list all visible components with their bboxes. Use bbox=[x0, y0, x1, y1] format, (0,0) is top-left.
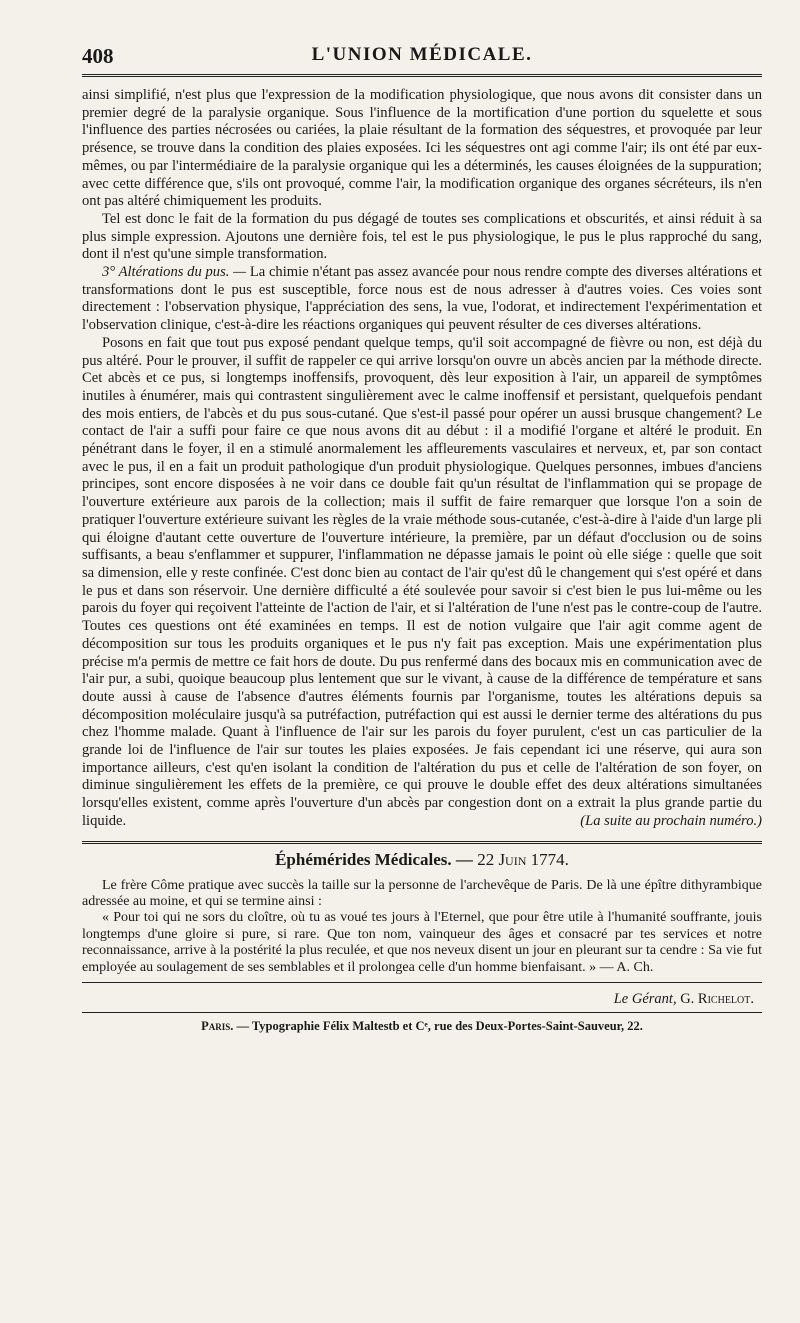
running-title: L'UNION MÉDICALE. bbox=[311, 44, 533, 65]
imprint-rule bbox=[82, 1012, 762, 1013]
page bbox=[82, 40, 762, 1034]
paragraph: Le frère Côme pratique avec succès la taille sur la personne de l'archevêque de Paris. De là une épître dithyrambique adressée au moine, et qui se termine ainsi : bbox=[82, 877, 762, 909]
page-header bbox=[82, 40, 762, 74]
ephemerides-date: 22 Juin 1774. bbox=[477, 849, 569, 869]
ephemerides-title bbox=[82, 850, 762, 870]
article-body bbox=[82, 87, 762, 831]
paragraph-text: Posons en fait que tout pus exposé pendant quelque temps, qu'il soit accompagné de fièvre ou non, est déjà du pus altéré. Pour le prouver, il suffit de rappeler ce qui arrive lorsqu'on ouvre un abcès ancien par la méthode directe. Cet abcès et ce pus, si longtemps inoffensifs, provoquent, dès leur exposition à l'air, un appareil de symptômes inutiles à énumérer, mais qui contrastent singulièrement avec le calme inoffensif et persistant, quelquefois pendant des mois entiers, de l'abcès et du pus sous-cutané. Que s'est-il passé pour opérer un aussi brusque changement? Le contact de l'air a suffi pour faire ce que nous avons dit au début : il a modifié l'organe et altéré le produit. En pénétrant dans le foyer, il en a stimulé anormalement les affleurements vasculaires et nerveux, et, par son contact avec le pus, il en a fait un produit pathologique d'un produit physiologique. Quelques personnes, imbues d'anciens principes, sont encore disposées à ne voir dans ce double fait qu'un résultat de l'inflammation qui se propage de l'ouverture extérieure aux parois de la collection; mais il suffit de faire remarquer que lorsque l'on a soin de pratiquer l'ouverture extérieure suivant les règles de la vraie méthode sous-cutanée, c'est-à-dire à l'aide d'un large pli qui éloigne d'autant cette ouverture de l'ouverture intérieure, la première, par un défaut d'occlusion ou de soins suffisants, a beau s'enflammer et suppurer, l'inflammation ne dépasse jamais le point où elle siége : quelle que soit sa dimension, elle y reste confinée. C'est donc bien au contact de l'air qu'est dû le changement qui s'est opéré et dans le pus et dans son réservoir. Une dernière difficulté a été soulevée pour savoir si c'est bien le pus lui-même ou les parois du foyer qui reçoivent l'atteinte de l'action de l'air, et si l'altération de l'une n'est pas le contre-coup de l'autre. Toutes ces questions ont été examinées en temps. Il est de notion vulgaire que l'air agit comme agent de décomposition sur tous les produits organiques et le pus n'y fait pas exception. Mais une expérimentation plus précise m'a permis de mettre ce fait hors de doute. Du pus renfermé dans des bocaux mis en communication avec de l'air pur, a subi, quoique beaucoup plus lentement que sur le vivant, à cause de la différence de température et sans doute aussi à cause de l'absence d'autres éléments fournis par l'organisme, toutes les altérations depuis sa décomposition moléculaire jusqu'à sa putréfaction, putréfaction qui est aussi le dernier terme des altérations du pus chez l'homme malade. Quant à l'influence de l'air sur les parois du foyer purulent, c'est un cas particulier de la grande loi de l'influence de l'air sur toutes les plaies exposées. Je fais cependant ici une réserve, qui aura son importance ailleurs, c'est qu'en isolant la condition de l'altération du pus et celle de l'altération de son foyer, on diminue singulièrement les effets de la première, ce qui prouve le double effet des deux altérations simultanées lorsqu'elles existent, comme après l'ouverture d'un abcès par congestion dont on a extrait la plus grande partie du liquide. bbox=[82, 334, 762, 829]
section-heading: 3° Altérations du pus. — bbox=[102, 264, 247, 281]
paragraph bbox=[82, 264, 762, 335]
imprint-city: Paris. bbox=[201, 1018, 234, 1033]
header-rule bbox=[82, 74, 762, 77]
imprint-text: — Typographie Félix Maltestb et Cᵉ, rue des Deux-Portes-Saint-Sauveur, 22. bbox=[236, 1018, 643, 1033]
ephemerides-body bbox=[82, 878, 762, 976]
paragraph-text: La chimie n'étant pas assez avancée pour nous rendre compte des diverses altérations et transformations dont le pus est susceptible, force nous est de nous adresser à d'autres voies. Ces voies sont directement : l'observation physique, l'appréciation des sens, la vue, l'odorat, et indirectement l'expérimentation et l'observation clinique, c'est-à-dire les réactions organiques qui peuvent résulter de ces diverses altérations. bbox=[82, 264, 762, 334]
imprint bbox=[82, 1019, 762, 1034]
paragraph: ainsi simplifié, n'est plus que l'expression de la modification physiologique, que nous avons dit consister dans un premier degré de la paralysie organique. Sous l'influence de la mortification d'une portion du squelette et sous l'influence des parties nécrosées ou cariées, la plaie résultant de la formation des séquestres, et provoquée par leur présence, se trouve dans la condition des plaies exposées. Ici les séquestres ont agi comme l'air; ils ont été par eux-mêmes, ou par l'intermédiaire de la paralysie organique qui les a déterminés, les causes éloignées de la suppuration; avec cette différence que, s'ils ont provoqué, comme l'air, la modification organique des organes sécréteurs, ils n'en ont pas altéré chimiquement les produits. bbox=[82, 87, 762, 210]
ephemerides-heading: Éphémérides Médicales. — bbox=[275, 849, 473, 869]
footer-rule bbox=[82, 982, 762, 983]
gerant-name: G. Richelot. bbox=[680, 990, 754, 1007]
paragraph bbox=[82, 335, 762, 831]
paragraph: Tel est donc le fait de la formation du pus dégagé de toutes ses complications et obscurités, et ainsi réduit à sa plus simple expression. Ajoutons une dernière fois, tel est le pus physiologique, le pus le plus rapproché du sang, dont il n'est qu'une simple transformation. bbox=[82, 210, 762, 263]
separator bbox=[82, 841, 762, 844]
continuation-note: (La suite au prochain numéro.) bbox=[580, 812, 762, 829]
gerant-label: Le Gérant, bbox=[613, 990, 677, 1007]
section-rule bbox=[82, 841, 762, 844]
page-number: 408 bbox=[82, 44, 114, 68]
paragraph: « Pour toi qui ne sors du cloître, où tu as voué tes jours à l'Eternel, que pour être utile à l'humanité souffrante, jouis longtemps d'une gloire si pure, si rare. Que ton nom, vainqueur des âges et consacré par tes services et notre reconnaissance, arrive à la postérité la plus reculée, et que nos neveux disent un jour en pleurant sur ta cendre : Sa vie fut employée au soulagement de ses semblables et il prolongea celle d'un homme bienfaisant. » — A. Ch. bbox=[82, 910, 762, 975]
gerant-signature bbox=[82, 991, 762, 1008]
